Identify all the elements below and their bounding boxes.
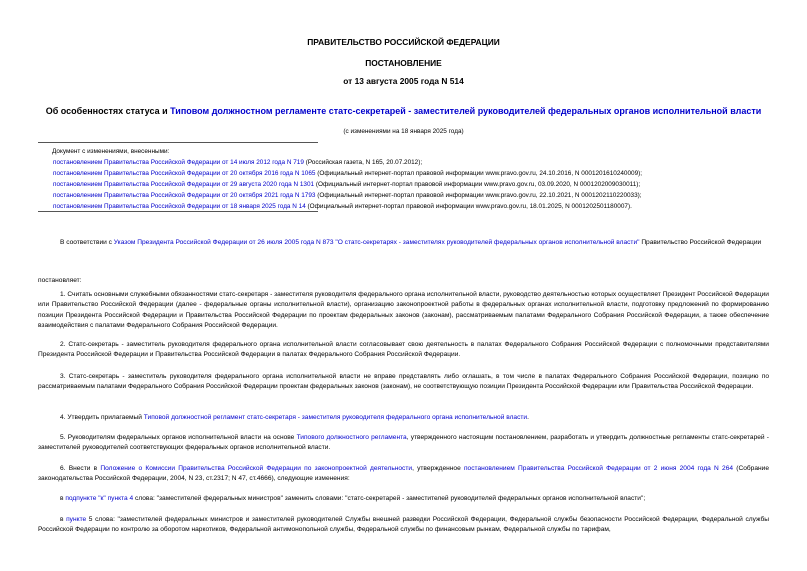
decree-link[interactable]: Указом Президента Российской Федерации от 26 июля 2005 года N 873 "О статс-секретарях - заместителях руководителей федеральных органов исполнительной власти" bbox=[113, 239, 640, 246]
paragraph-1: 1. Считать основными служебными обязанностями статс-секретаря - заместителя руководителя федерального органа исполнительной власти, руководство деятельностью которых осуществляет Президент Российской Федерации или Правительство Российской Федерации (далее - федеральные органы исполнительной власти), организацию законопроектной работы в федеральных органах исполнительной власти, подготовку предложений по формированию позиции Президента Российской Федерации и Правительства Российской Федерации по проектам федеральных законов (законам), рассматриваемым палатами Федерального Собрания Российской Федерации, а также обеспечение взаимодействия с палатами Федерального Собрания Российской Федерации. bbox=[38, 291, 769, 330]
commission-regulation-link[interactable]: Положение о Комиссии Правительства Российской Федерации по законопроектной деятельности bbox=[100, 465, 413, 472]
paragraph-6-mid: , утвержденное bbox=[412, 465, 464, 472]
regulation-link[interactable]: Типовой должностной регламент статс-секретаря - заместителя руководителя федерального органа исполнительной власти bbox=[143, 414, 528, 421]
paragraph-6a-end: слова: "заместителей федеральных министров" заменить словами: "статс-секретарей - заместителей руководителей федеральных органов исполнительной власти"; bbox=[133, 495, 646, 502]
paragraph-6a-text: в bbox=[60, 495, 66, 502]
change-item-link[interactable]: постановлением Правительства Российской Федерации от 29 августа 2020 года N 1301 bbox=[53, 181, 315, 188]
document-title-prefix: Об особенностях статуса и bbox=[45, 106, 171, 116]
paragraph-6 bbox=[38, 464, 769, 485]
paragraph-6a bbox=[38, 494, 769, 504]
paragraph-5-end: , утвержденного настоящим постановлением, разработать и утвердить должностные регламенты статс-секретарей - заместителей руководителей соответствующих федеральных органов исполнительной власти. bbox=[38, 434, 769, 452]
document-date: от 13 августа 2005 года N 514 bbox=[343, 76, 464, 86]
paragraph-6-text: 6. Внести в bbox=[60, 465, 101, 472]
document-title-link[interactable]: Типовом должностном регламенте статс-секретарей - заместителей руководителей федеральных органов исполнительной власти bbox=[170, 106, 762, 116]
typical-regulation-link[interactable]: Типового должностного регламента bbox=[296, 434, 407, 441]
paragraph-6b-end: 5 слова: "заместителей федеральных министров и заместителей руководителей Службы внешней разведки Российской Федерации, Федеральной службы безопасности Российской Федерации, Федеральной службы Российской Федерации по контролю за оборотом наркотиков, Федеральной антимонопольной службы, Федеральной службы по финансовым рынкам, Федеральной службы по тарифам, bbox=[38, 516, 769, 534]
paragraph-4-text: 4. Утвердить прилагаемый bbox=[60, 414, 144, 421]
preamble-text-end: Правительство Российской Федерации bbox=[639, 239, 762, 246]
change-item-link[interactable]: постановлением Правительства Российской Федерации от 20 октября 2016 года N 1065 bbox=[53, 170, 316, 177]
change-item-link[interactable]: постановлением Правительства Российской Федерации от 18 января 2025 года N 14 bbox=[53, 203, 306, 210]
paragraph-6b bbox=[38, 515, 769, 536]
changes-list bbox=[53, 146, 793, 212]
change-item-source: (Официальный интернет-портал правовой информации www.pravo.gov.ru, 22.10.2021, N 0001202110220033); bbox=[315, 192, 642, 199]
subparagraph-link[interactable]: подпункте "к" пункта 4 bbox=[65, 495, 134, 502]
change-item-source: (Официальный интернет-портал правовой информации www.pravo.gov.ru, 03.09.2020, N 0001202009030011); bbox=[314, 181, 641, 188]
edition-note: (с изменениями на 18 января 2025 года) bbox=[343, 128, 464, 135]
changes-intro: Документ с изменениями, внесенными: bbox=[52, 148, 170, 155]
point-link[interactable]: пункте bbox=[66, 516, 87, 523]
change-item bbox=[53, 179, 793, 190]
preamble-paragraph bbox=[38, 238, 769, 248]
change-item-link[interactable]: постановлением Правительства Российской Федерации от 14 июля 2012 года N 719 bbox=[53, 159, 304, 166]
document-type-heading: ПОСТАНОВЛЕНИЕ bbox=[365, 58, 442, 68]
paragraph-4 bbox=[38, 413, 769, 423]
changes-bottom-divider bbox=[38, 211, 318, 212]
change-item-link[interactable]: постановлением Правительства Российской Федерации от 20 октября 2021 года N 1793 bbox=[53, 192, 316, 199]
paragraph-6b-text: в bbox=[60, 516, 67, 523]
change-item-source: (Официальный интернет-портал правовой информации www.pravo.gov.ru, 24.10.2016, N 0001201610240009); bbox=[315, 170, 643, 177]
paragraph-6-end: (Собрание законодательства Российской Федерации, 2004, N 23, ст.2317; N 47, ст.4666), следующие изменения: bbox=[38, 465, 769, 483]
changes-top-divider bbox=[38, 142, 318, 143]
document-title bbox=[30, 106, 777, 116]
paragraph-4-end: . bbox=[527, 414, 529, 421]
paragraph-2: 2. Статс-секретарь - заместитель руководителя федерального органа исполнительной власти согласовывает свою деятельность в палатах Федерального Собрания Российской Федерации с полномочными представителями Президента Российской Федерации и Правительства Российской Федерации в палатах Федерального Собрания Российской Федерации. bbox=[38, 341, 769, 359]
paragraph-5-text: 5. Руководителям федеральных органов исполнительной власти на основе bbox=[60, 434, 297, 441]
resolution-264-link[interactable]: постановлением Правительства Российской Федерации от 2 июня 2004 года N 264 bbox=[463, 465, 734, 472]
decides-text: постановляет: bbox=[38, 277, 82, 284]
paragraph-5 bbox=[38, 433, 769, 454]
change-item bbox=[53, 157, 793, 168]
change-item-source: (Российская газета, N 165, 20.07.2012); bbox=[303, 159, 423, 166]
change-item-source: (Официальный интернет-портал правовой информации www.pravo.gov.ru, 18.01.2025, N 0001202501180007). bbox=[305, 203, 632, 210]
change-item bbox=[53, 168, 793, 179]
preamble-text: В соответствии с bbox=[60, 239, 114, 246]
paragraph-3: 3. Статс-секретарь - заместитель руководителя федерального органа исполнительной власти не вправе представлять либо оглашать, в том числе в палатах Федерального Собрания Российской Федерации, позицию по рассматриваемым палатами Федерального Собрания Российской Федерации проектам федеральных законов (законам), не соответствующую позиции Президента Российской Федерации или Правительства Российской Федерации. bbox=[38, 373, 769, 391]
government-heading: ПРАВИТЕЛЬСТВО РОССИЙСКОЙ ФЕДЕРАЦИИ bbox=[307, 37, 500, 47]
change-item bbox=[53, 190, 793, 201]
